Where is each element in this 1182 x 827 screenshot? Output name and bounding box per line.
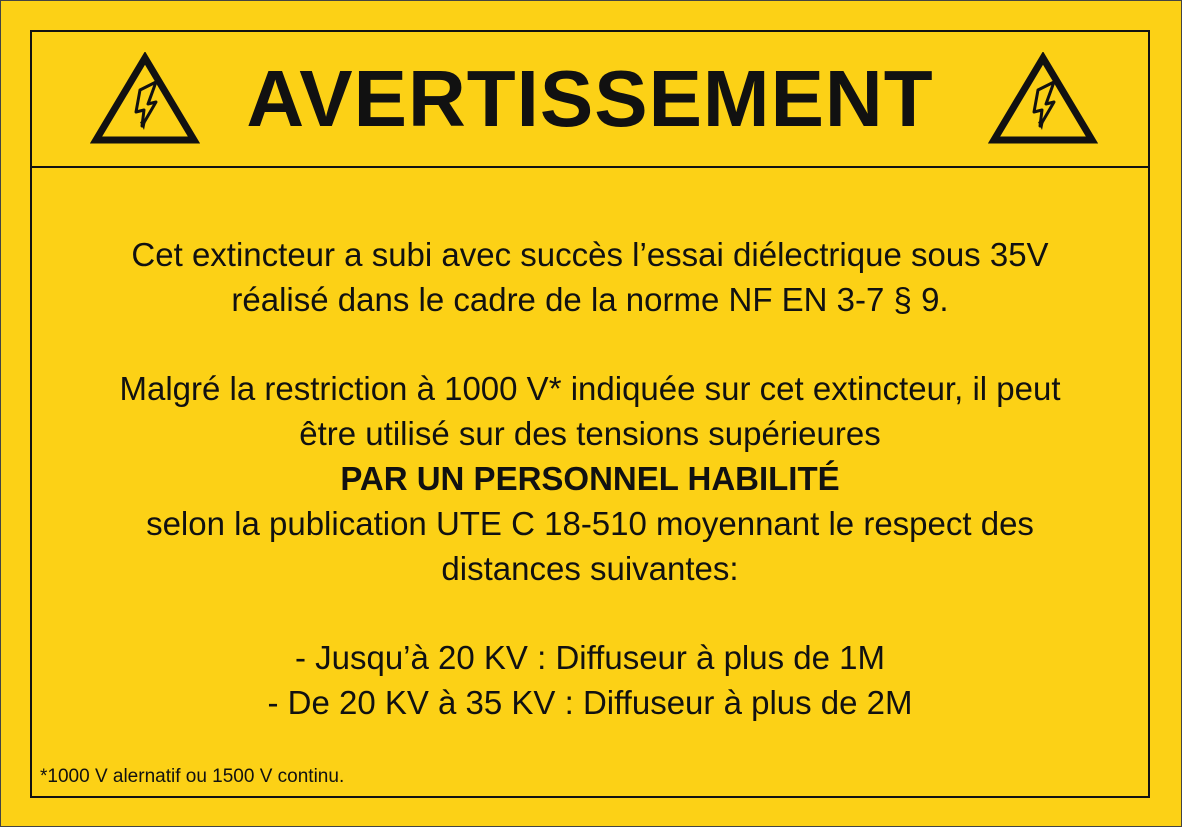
sign-header — [32, 32, 1148, 168]
dielectric-test-line-1: Cet extincteur a subi avec succès l’essai diélectrique sous 35V — [131, 236, 1049, 273]
qualified-personnel-emphasis: PAR UN PERSONNEL HABILITÉ — [340, 460, 840, 497]
restriction-line-1: Malgré la restriction à 1000 V* indiquée sur cet extincteur, il peut — [119, 370, 1061, 407]
sign-title: AVERTISSEMENT — [246, 54, 934, 143]
paragraph-spacer — [32, 322, 1148, 366]
voltage-footnote: *1000 V alernatif ou 1500 V continu. — [40, 766, 345, 787]
distance-rule-2: - De 20 KV à 35 KV : Diffuseur à plus de 2M — [267, 684, 913, 721]
restriction-line-3: selon la publication UTE C 18-510 moyennant le respect des — [146, 505, 1034, 542]
warning-panel — [30, 30, 1150, 798]
sign-body — [32, 232, 1148, 725]
high-voltage-warning-icon — [988, 52, 1098, 146]
dielectric-test-line-2: réalisé dans le cadre de la norme NF EN 3-7 § 9. — [231, 281, 949, 318]
paragraph-spacer — [32, 591, 1148, 635]
restriction-line-2: être utilisé sur des tensions supérieures — [299, 415, 881, 452]
distance-rule-1: - Jusqu’à 20 KV : Diffuseur à plus de 1M — [294, 639, 886, 676]
restriction-line-4: distances suivantes: — [441, 550, 739, 587]
